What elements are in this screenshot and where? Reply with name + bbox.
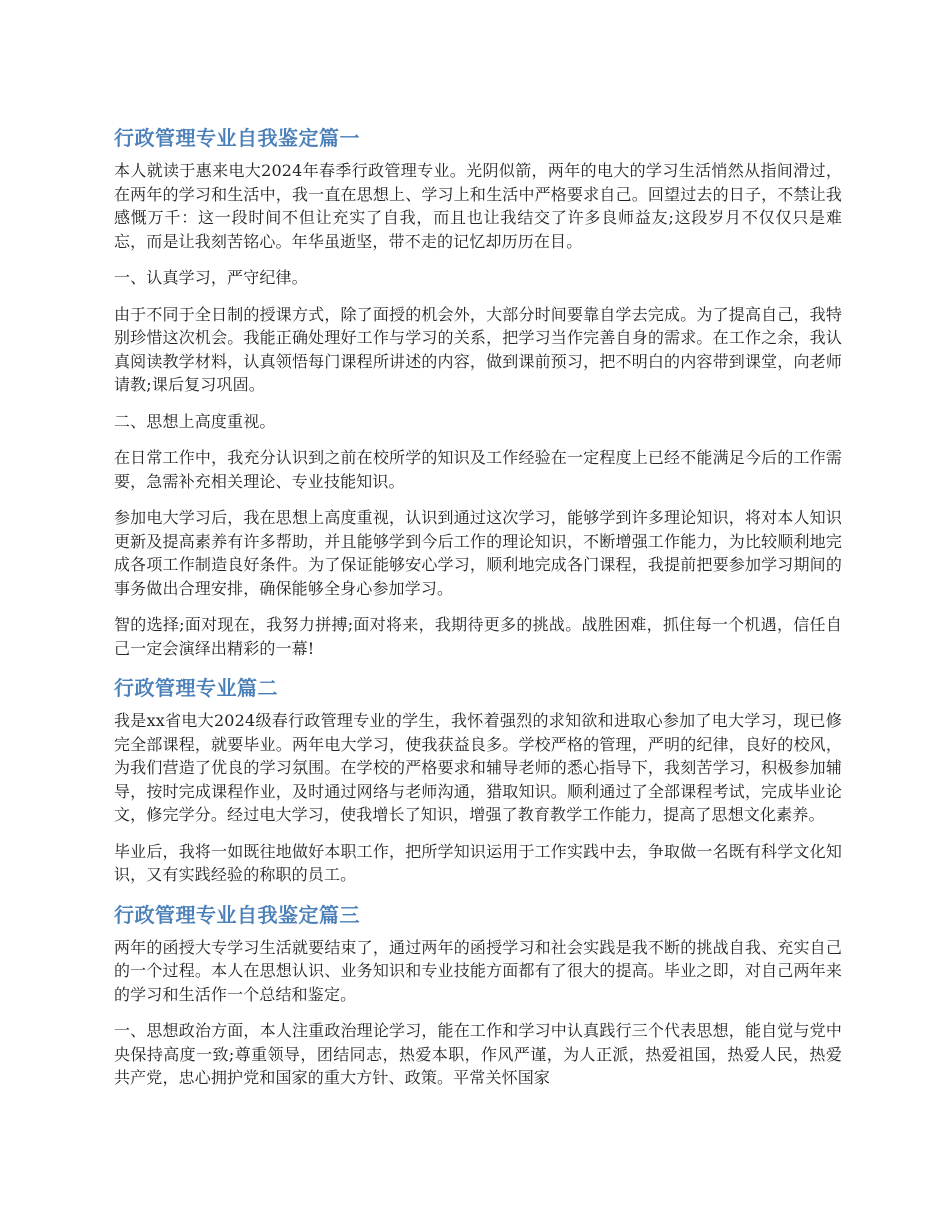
paragraph: 两年的函授大专学习生活就要结束了，通过两年的函授学习和社会实践是我不断的挑战自我、充实自己的一个过程。本人在思想认识、业务知识和专业技能方面都有了很大的提高。毕业之即，对自己两年来的学习和生活作一个总结和鉴定。 bbox=[114, 937, 842, 1004]
section-title: 行政管理专业自我鉴定篇一 bbox=[114, 126, 360, 150]
section-2 bbox=[114, 673, 842, 887]
paragraph: 由于不同于全日制的授课方式，除了面授的机会外，大部分时间要靠自学去完成。为了提高自己，我特别珍惜这次机会。我能正确处理好工作与学习的关系，把学习当作完善自身的需求。在工作之余，我认真阅读教学材料，认真领悟每门课程所讲述的内容，做到课前预习，把不明白的内容带到课堂，向老师请教;课后复习巩固。 bbox=[114, 304, 842, 394]
section-title: 行政管理专业篇二 bbox=[114, 676, 278, 700]
paragraph: 在日常工作中，我充分认识到之前在校所学的知识及工作经验在一定程度上已经不能满足今后的工作需要，急需补充相关理论、专业技能知识。 bbox=[114, 448, 842, 491]
paragraph: 毕业后，我将一如既往地做好本职工作，把所学知识运用于工作实践中去，争取做一名既有科学文化知识，又有实践经验的称职的员工。 bbox=[114, 841, 842, 884]
subheading: 二、思想上高度重视。 bbox=[114, 411, 276, 431]
paragraph: 智的选择;面对现在，我努力拼搏;面对将来，我期待更多的挑战。战胜困难，抓住每一个机遇，信任自己一定会演绎出精彩的一幕! bbox=[114, 615, 842, 658]
section-1 bbox=[114, 123, 842, 660]
section-title: 行政管理专业自我鉴定篇三 bbox=[114, 902, 360, 927]
section-3 bbox=[114, 900, 842, 1090]
paragraph: 参加电大学习后，我在思想上高度重视，认识到通过这次学习，能够学到许多理论知识，将对本人知识更新及提高素养有许多帮助，并且能够学到今后工作的理论知识，不断增强工作能力，为比较顺利地完成各项工作制造良好条件。为了保证能够安心学习，顺利地完成各门课程，我提前把要参加学习期间的事务做出合理安排，确保能够全身心参加学习。 bbox=[114, 508, 842, 598]
document-page bbox=[114, 123, 842, 1103]
subheading: 一、认真学习，严守纪律。 bbox=[114, 268, 308, 287]
paragraph: 我是xx省电大2024级春行政管理专业的学生，我怀着强烈的求知欲和进取心参加了电大学习，现已修完全部课程，就要毕业。两年电大学习，使我获益良多。学校严格的管理，严明的纪律，良好的校风，为我们营造了优良的学习氛围。在学校的严格要求和辅导老师的悉心指导下，我刻苦学习，积极参加辅导，按时完成课程作业，及时通过网络与老师沟通，猎取知识。顺利通过了全部课程考试，完成毕业论文，修完学分。经过电大学习，使我增长了知识，增强了教育教学工作能力，提高了思想文化素养。 bbox=[114, 711, 842, 824]
paragraph: 一、思想政治方面，本人注重政治理论学习，能在工作和学习中认真践行三个代表思想，能自觉与党中央保持高度一致;尊重领导，团结同志，热爱本职，作风严谨，为人正派，热爱祖国，热爱人民，热爱共产党，忠心拥护党和国家的重大方针、政策。平常关怀国家 bbox=[114, 1021, 842, 1087]
paragraph: 本人就读于惠来电大2024年春季行政管理专业。光阴似箭，两年的电大的学习生活悄然从指间滑过，在两年的学习和生活中，我一直在思想上、学习上和生活中严格要求自己。回望过去的日子，不禁让我感慨万千：这一段时间不但让充实了自我，而且也让我结交了许多良师益友;这段岁月不仅仅只是难忘，而是让我刻苦铭心。年华虽逝坚，带不走的记忆却历历在目。 bbox=[114, 161, 842, 251]
